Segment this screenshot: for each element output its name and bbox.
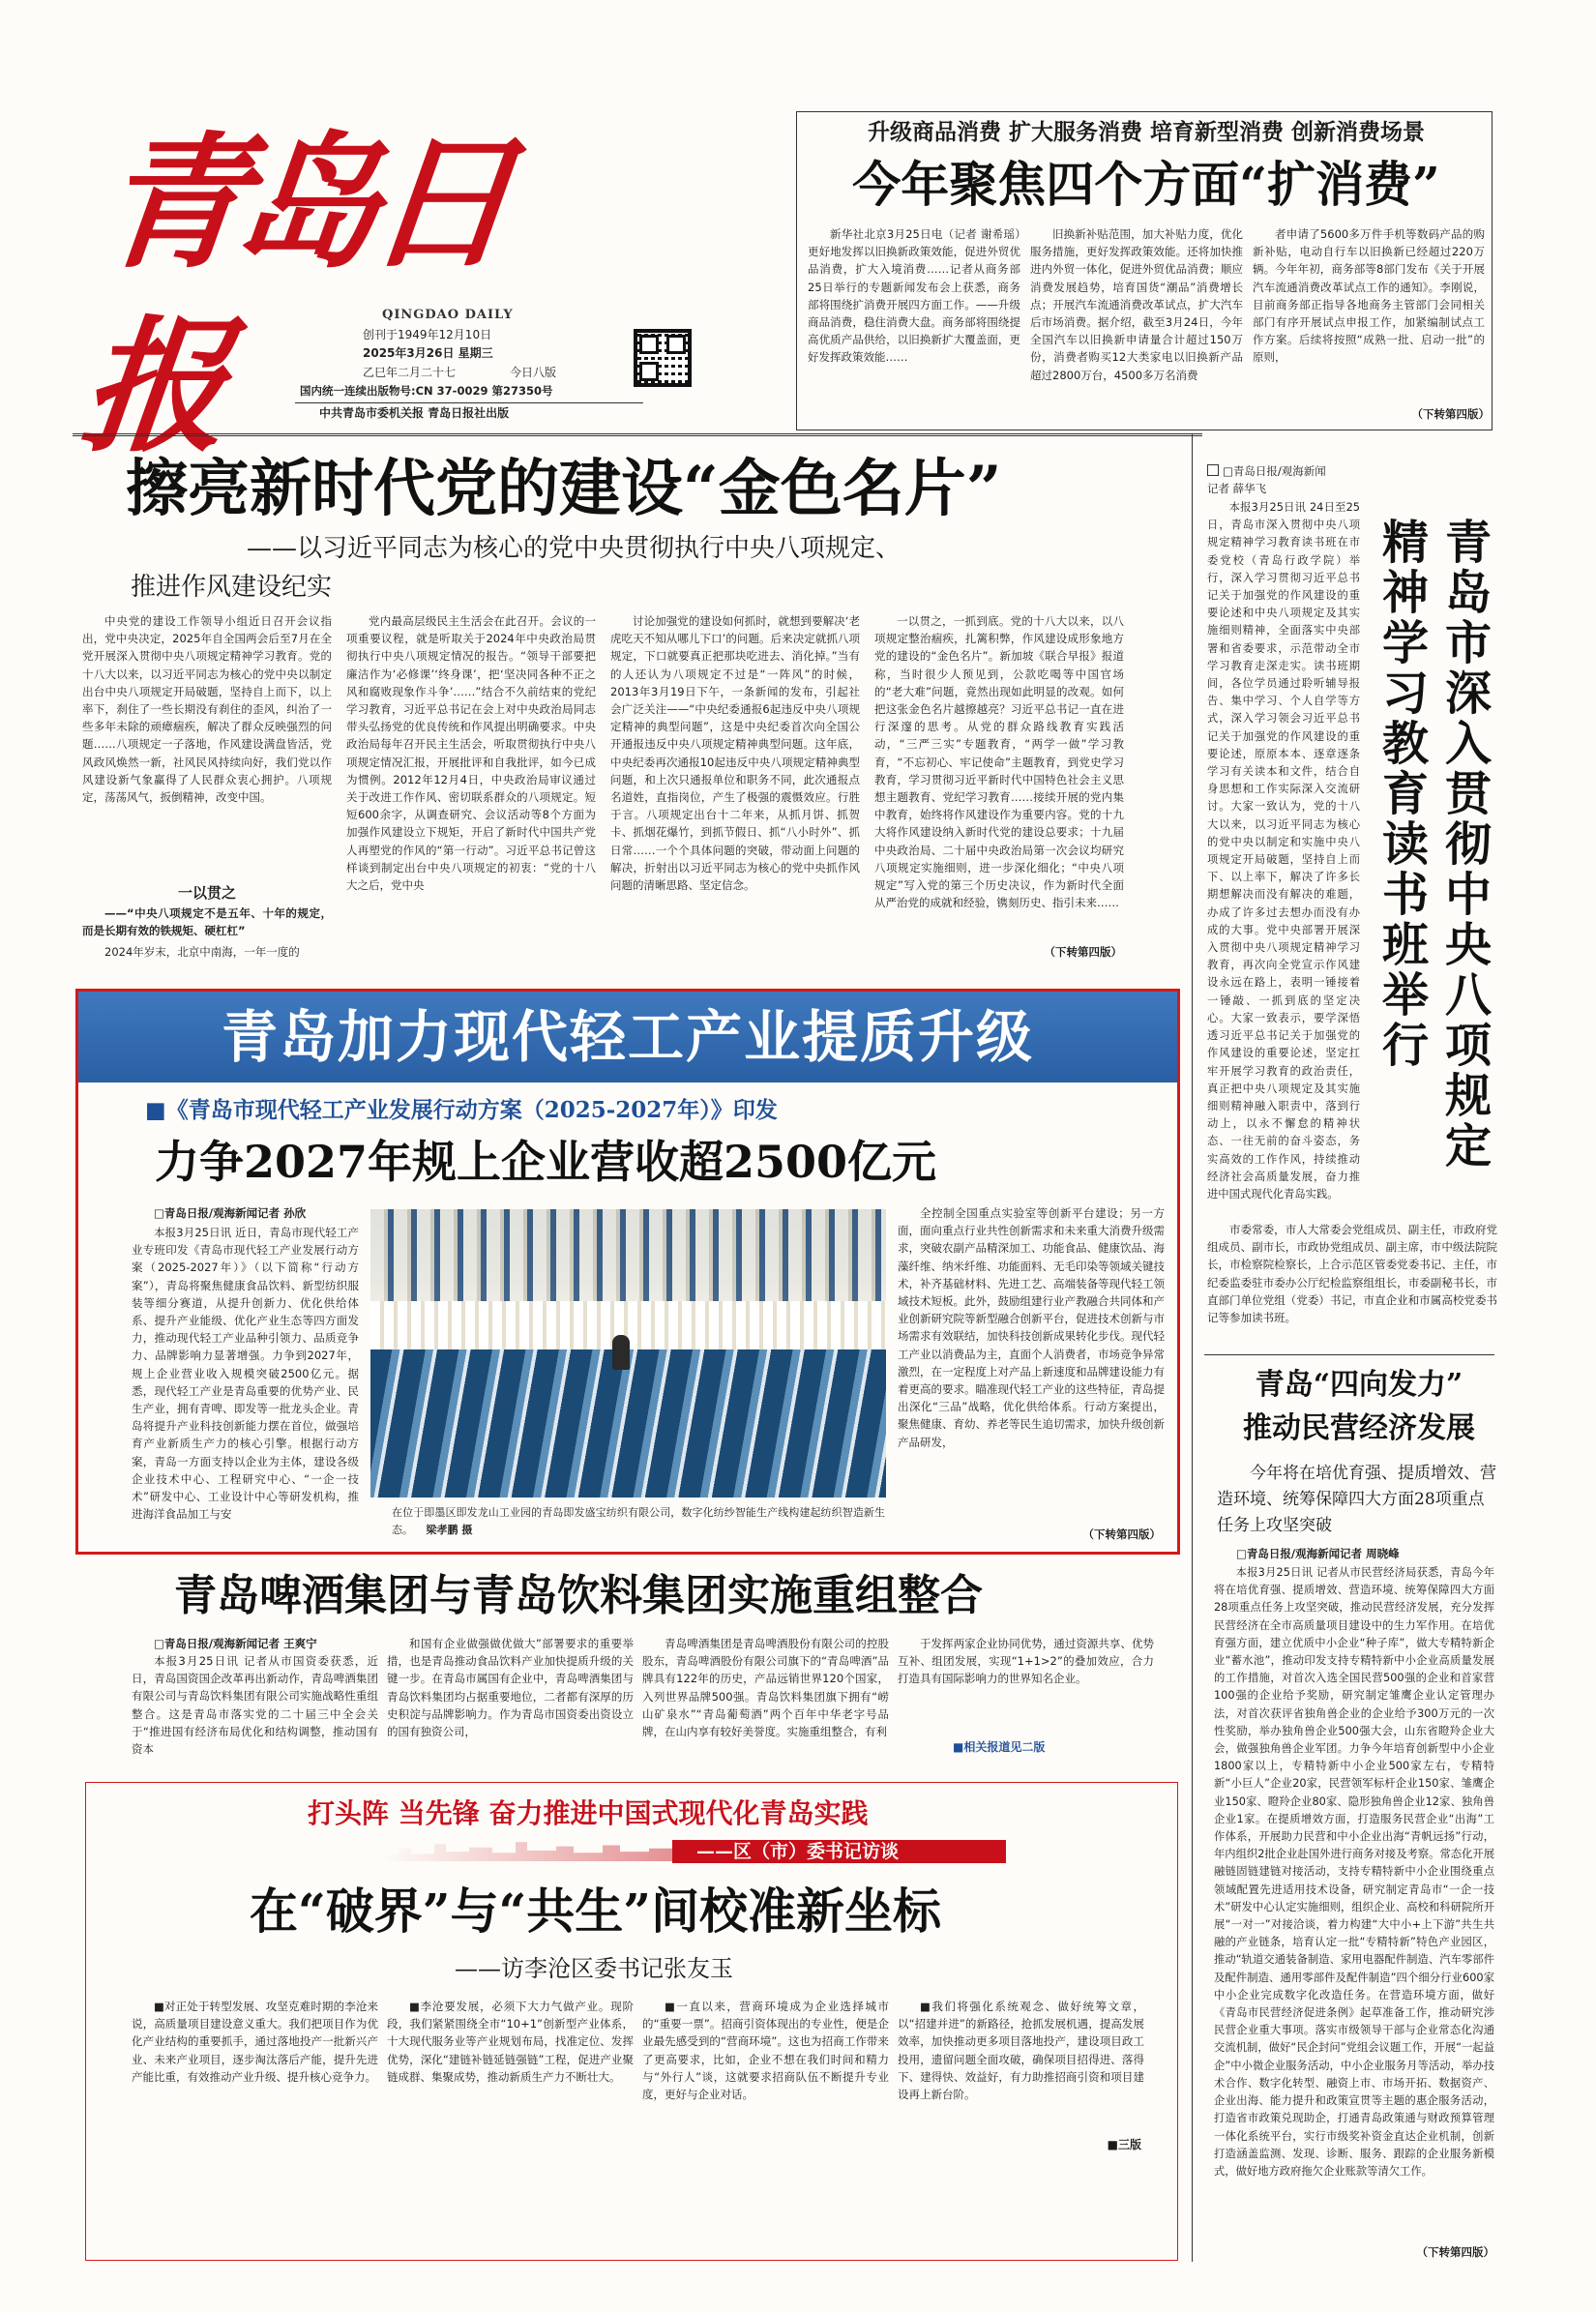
lead-subtitle-1: ——以习近平同志为核心的党中央贯彻执行中央八项规定、: [247, 534, 901, 563]
right-byline-3: □青岛日报/观海新闻记者 周晓峰: [1236, 1547, 1400, 1560]
lead-title: 擦亮新时代党的建设“金色名片”: [126, 453, 1002, 525]
lead-col4: 一以贯之，一抓到底。党的十八大以来，以八项规定整治痼疾，扎篱积弊，作风建设成形象地方党的建设的“金色名片”。新加坡《联合早报》报道称，当时很少人预见到，公款吃喝等中国官场的“老大难”问题，竟然出现如此明显的改观。如何把这张金色名片越擦越亮？习近平总书记一直在进行深邃的思考。从党的群众路线教育实践活动，“三严三实”专题教育，“两学一做”学习教育，“不忘初心、牢记使命”主题教育，到党史学习教育，学习贯彻习近平新时代中国特色社会主义思想主题教育、党纪学习教育……接续开展的党内集中教育，始终将作风建设作为重要内容。党的十九大将作风建设纳入新时代党的建设总要求；十九届中央政治局、二十届中央政治局第一次会议均研究八项规定实施细则，进一步深化细化；“中央八项规定”写入党的第三个历史决议，作为新时代全面从严治党的成就和经验，镌刻历史、指引未来……: [874, 614, 1124, 910]
district-col1: ■对正处于转型发展、攻坚克难时期的李沧来说，高质量项目建设意义重大。我们把项目作为优化产业结构的重要抓手，通过落地投产一批新兴产业、未来产业项目，逐步淘汰落后产能，提升先进产能比重，有效推动产业升级、提升核心竞争力。: [132, 2000, 378, 2084]
feature-col3: 全控制全国重点实验室等创新平台建设；另一方面，面向重点行业共性创新需求和未来重大消费升级需求，突破农副产品精深加工、功能食品、健康饮品、海藻纤维、纳米纤维、功能面料、无毛印染等领域关键技术，补齐基础材料、先进工艺、高端装备等现代轻工领域技术短板。此外，鼓励组建行业产教融合共同体和产业创新研究院等新型融合创新平台，促进技术创新与市场需求有效联结，加快科技创新成果转化步伐。现代轻工产业以消费品为主，直面个人消费者，市场竞争异常激烈，在一定程度上对产品上新速度和品牌建设能力有着更高的要求。瞄准现代轻工产业的这些特征，青岛提出深化“三品”战略，优化供给体系。行动方案提出，聚焦健康、育幼、养老等民生追切需求，加快升级创新产品研发，: [898, 1206, 1165, 1449]
district-subtitle: ——访李沧区委书记张友玉: [455, 1955, 733, 1982]
feature-continued: （下转第四版）: [1082, 1527, 1161, 1541]
feature-byline: □青岛日报/观海新闻记者 孙欣: [154, 1206, 307, 1220]
lead-subtitle-2: 推进作风建设纪实: [131, 573, 333, 602]
district-col3: ■一直以来，营商环境成为企业选择城市的“重要一票”。招商引资体现出的专业性，便是企业最先感受到的“营商环境”。这也为招商工作带来了更高要求，比如，企业不想在我们时间和精力与“外行人”谈，这就要求招商队伍不断提升专业度，更好与企业对话。: [642, 2000, 889, 2102]
beer-col1: 本报3月25日讯 记者从市国资委获悉，近日，青岛国资国企改革再出新动作，青岛啤酒集团有限公司与青岛饮料集团有限公司实施战略性重组整合。这是青岛市落实党的二十届三中全会关于“推进国有经济布局优化和结构调整，推动国有资本: [132, 1654, 378, 1757]
right-col-text2: 市委常委，市人大常委会党组成员、副主任，市政府党组成员、副市长，市政协党组成员、副主席，市中级法院院长，市检察院检察长，上合示范区管委党委书记、主任，市纪委监委驻市委办公厅纪检监察组组长，市委副秘书长，市直部门单位党组（党委）书记，市直企业和市属高校党委书记等参加读书班。: [1207, 1223, 1497, 1325]
beer-col4: 于发挥两家企业协同优势，通过资源共享、优势互补、组团发展，实现“1+1>2”的叠加效应，合力打造具有国际影响力的世界知名企业。: [898, 1637, 1154, 1686]
top-story-continued: （下转第四版）: [1411, 407, 1490, 421]
top-story-col2: 旧换新补贴范围，加大补贴力度，优化服务措施，更好发挥政策效能。还将加快推进内外贸一体化，促进外贸优品消费；顺应消费发展趋势，培育国货“潮品”消费增长点；开展汽车流通消费改革试点，扩大汽车后市场消费。据介绍，截至3月24日，今年全国汽车以旧换新申请量合计超过150万份，消费者购买12大类家电以旧换新产品超过2800万台，4500多万名消费: [1030, 227, 1243, 382]
district-banner: 打头阵 当先锋 奋力推进中国式现代化青岛实践: [308, 1797, 869, 1829]
beer-col3: 青岛啤酒集团是青岛啤酒股份有限公司的控股股东，青岛啤酒股份有限公司旗下的“青岛啤酒”品牌具有122年的历史，产品远销世界120个国家，入列世界品牌500强。青岛饮料集团旗下拥有“崂山矿泉水”“青岛葡萄酒”两个百年中华老字号品牌，在山内享有较好美誉度。实施重组整合，有利: [642, 1637, 889, 1739]
lead-continued: （下转第四版）: [1044, 945, 1122, 959]
feature-kicker: ■《青岛市现代轻工产业发展行动方案（2025-2027年）》印发: [145, 1097, 778, 1123]
district-col2: ■李沧要发展，必须下大力气做产业。现阶段，我们紧紧围绕全市“10+1”创新型产业体系，十大现代服务业等产业规划布局，找准定位、发挥优势，深化“建链补链延链强链”工程，促进产业聚链成群、集聚成势，推动新质生产力不断壮大。: [387, 2000, 634, 2084]
beer-byline: □青岛日报/观海新闻记者 王爽宁: [154, 1637, 317, 1650]
right-continued: （下转第四版）: [1416, 2245, 1494, 2259]
beer-col2: 和国有企业做强做优做大”部署要求的重要举措，也是青岛推动食品饮料产业加快提质升级的关键一步。在青岛市属国有企业中，青岛啤酒集团与青岛饮料集团均占据重要地位，二者都有深厚的历史积淀与品牌影响力。作为青岛市国资委出资设立的国有独资公司，: [387, 1637, 634, 1739]
right-vertical-title-1: 青岛市深入贯彻中央八项规定: [1444, 516, 1492, 1173]
top-story-col3: 者申请了5600多万件手机等数码产品的购新补贴，电动自行车以旧换新已经超过220万辆。今年年初，商务部等8部门发布《关于开展汽车流通消费改革试点工作的通知》。李刚说，目前商务部正指导各地商务主管部门会同相关部门有序开展试点申报工作，加紧编制试点工作方案。后续将按照“成熟一批、启动一批”的原则，: [1253, 227, 1485, 365]
feature-banner: 青岛加力现代轻工产业提质升级: [221, 1004, 1034, 1070]
masthead-founded: 创刊于1949年12月10日: [363, 328, 492, 341]
top-story-kicker: 升级商品消费 扩大服务消费 培育新型消费 创新消费场景: [867, 119, 1426, 145]
district-sub-banner: ——区（市）委书记访谈: [696, 1841, 900, 1862]
lead-section-sub: ——“中央八项规定不是五年、十年的规定，而是长期有效的铁规矩、硬杠杠”: [82, 906, 332, 938]
masthead-pages: 今日八版: [510, 366, 557, 379]
feature-photo-caption: 在位于即墨区即发龙山工业园的青岛即发盛宝纺织有限公司，数字化纺纱智能生产线构建起纺织智造新生态。 梁孝鹏 摄: [392, 1506, 885, 1536]
district-continued: ■三版: [1107, 2138, 1141, 2151]
lead-section-head: 一以贯之: [177, 884, 236, 902]
feature-title: 力争2027年规上企业营收超2500亿元: [155, 1136, 937, 1188]
district-col4: ■我们将强化系统观念、做好统筹文章，以“招建并进”的新路径，抢抓发展机遇，提高发展效率，加快推动更多项目落地投产，建设项目政工投用，遗留问题全面攻破，确保项目招得进、落得下、建得快、效益好，有力助推招商引资和项目建设再上新台阶。: [898, 2000, 1144, 2102]
lead-col1: 中央党的建设工作领导小组近日召开会议指出，党中央决定，2025年自全国两会后至7月在全党开展深入贯彻中央八项规定精神学习教育。党的十八大以来，以习近平同志为核心的党中央以制定出台中央八项规定开局破题，坚持自上而下，以上率下，刹住了一些长期没有刹住的歪风，纠治了一些多年未除的顽瘴痼疾，解决了群众反映强烈的问题……八项规定一子落地，作风建设满盘皆活，党风政风焕然一新，社风民风持续向好，我们党以作风建设新气象赢得了人民群众衷心拥护。八项规定，荡荡风气，扳倒精神，改变中国。: [82, 614, 332, 805]
right-headline-line1: 青岛“四向发力”: [1255, 1368, 1463, 1402]
right-vertical-title-2: 精神学习教育读书班举行: [1381, 516, 1429, 1073]
masthead-logo: 青岛日报: [74, 118, 513, 472]
masthead-english: QINGDAO DAILY: [382, 308, 514, 322]
district-title: 在“破界”与“共生”间校准新坐标: [250, 1883, 942, 1940]
right-deck: 今年将在培优育强、提质增效、营造环境、统筹保障四大方面28项重点任务上攻坚突破: [1217, 1464, 1496, 1535]
beer-title: 青岛啤酒集团与青岛饮料集团实施重组整合: [174, 1571, 983, 1620]
masthead-cn-number: 国内统一连续出版物号:CN 37-0029 第27350号: [300, 384, 553, 398]
masthead-lunar: 乙巳年二月二十七: [363, 366, 457, 379]
top-story-title: 今年聚焦四个方面“扩消费”: [852, 156, 1440, 213]
masthead-publisher: 中共青岛市委机关报 青岛日报社出版: [319, 406, 510, 420]
feature-col1: 本报3月25日讯 近日，青岛市现代轻工产业专班印发《青岛市现代轻工产业发展行动方案（2025-2027年）》（以下简称“行动方案”），青岛将聚焦健康食品饮料、新型纺织服装等细分赛道，从提升创新力、优化供给体系、提升产业能级、优化产业生态等四方面发力，推动现代轻工产业品种引领力、品质竞争力、品牌影响力显著增强。力争到2027年，规上企业营业收入规模突破2500亿元。据悉，现代轻工产业是青岛重要的优势产业、民生产业，拥有青啤、即发等一批龙头企业。青岛将提升产业科技创新能力摆在首位，做强培育产业新质生产力的核心引擎。根据行动方案，青岛一方面支持以企业为主体，建设各级企业技术中心、工程研究中心、“一企一技术”研发中心、工业设计中心等研发机构，推进海洋食品加工与安: [132, 1226, 359, 1522]
right-byline-2: 记者 薛华飞: [1207, 482, 1267, 495]
masthead-date: 2025年3月26日 星期三: [363, 346, 493, 360]
beer-related: ■相关报道见二版: [953, 1740, 1046, 1754]
lead-col1b: 2024年岁末，北京中南海，一年一度的: [104, 945, 300, 959]
right-headline-line2: 推动民营经济发展: [1243, 1411, 1475, 1445]
qr-code-icon: [634, 329, 692, 387]
right-col-text3: 本报3月25日讯 记者从市民营经济局获悉，青岛今年将在培优育强、提质增效、营造环境、统筹保障四大方面28项重点任务上攻坚突破，推动民营经济发展，充分发挥民营经济在全市高质量项目建设中的生力军作用。在培优育强方面，建立优质中小企业“种子库”，做大专精特新企业“蓄水池”，推动印发支持专精特新中小企业高质量发展的工作措施，对首次入选全国民营500强的企业和首家营100强的企业给予奖励，研究制定雏鹰企业认定管理办法，对首次获评省独角兽企业的企业给予300万元的一次性奖励，举办独角兽企业500强大会，山东省瞪羚企业大会，做强独角兽企业军团。力争今年培育创新型中小企业1800家以上，专精特新中小企业500家左右，专精特新“小巨人”企业20家，民营领军标杆企业150家、雏鹰企业150家、瞪羚企业80家、隐形独角兽企业12家、独角兽企业1家。在提质增效方面，打造服务民营企业“出海”工作体系，开展助力民营和中小企业出海“青帆远扬”行动，年内组织2批企业赴国外进行商务对接及考察。常态化开展融链固链建链对接活动，支持专精特新中小企业围绕重点领域配置先进适用技术设备，研究制定青岛市“一企一技术”研发中心认定实施细则，组织企业、高校和科研院所开展“一对一”对接洽谈，着力构建“大中小+上下游”共生共融的产业链条，培育认定一批“专精特新”特色产业园区，推动“轨道交通装备制造、家用电器配件制造、汽车零部件及配件制造、通用零部件及配件制造”四个细分行业600家中小企业完成数字化改造任务。在营造环境方面，做好《青岛市民营经济促进条例》起草准备工作，推动研究涉民营企业重大事项。落实市级领导干部与企业常态化沟通交流机制，做好“民企封问”党组会议题工作，开展“一起益企”中小微企业服务活动，中小企业服务月等活动，举办技术合作、数字化转型、融资上市、市场开拓、数据资产、企业出海、能力提升和政策宣贯等主题的惠企服务活动，打造省市政策兑现助企，打通青岛政策通与财政预算管理一体化系统平台，实行市级奖补资金直达企业机制，创新打造涵盖监测、发现、诊断、服务、跟踪的企业服务新模式，做好地方政府拖欠企业账款等清欠工作。: [1214, 1566, 1494, 2178]
lead-col3: 讨论加强党的建设如何抓时，就想到要解决‘老虎吃天不知从哪儿下口’的问题。后来决定就抓八项规定，下口就要真正把那块吃进去、消化掉。”当有的人还认为八项规定不过是“一阵风”的时候，2013年3月19日下午，一条新闻的发布，引起社会广泛关注——“中央纪委通报6起违反中央八项规定精神的典型问题”，这是中央纪委首次向全国公开通报违反中央八项规定精神典型问题。这年底，中央纪委再次通报10起违反中央八项规定精神典型问题，和上次只通报单位和职务不同，此次通报点名道姓，直指岗位，产生了极强的震慑效应。行胜于言。八项规定出台十二年来，从抓月饼、抓贺卡、抓烟花爆竹，到抓节假日、抓“八小时外”、抓日常……一个个具体问题的突破，带动面上问题的解决，折射出以习近平同志为核心的党中央抓作风问题的清晰思路、坚定信念。: [610, 614, 860, 893]
feature-photo: [370, 1209, 886, 1498]
right-byline-1: □青岛日报/观海新闻: [1207, 462, 1362, 482]
top-story-col1: 新华社北京3月25日电（记者 谢希瑶）更好地发挥以旧换新政策效能，促进外贸优品消费，扩大入境消费……记者从商务部25日举行的专题新闻发布会上获悉，商务部将围绕扩消费开展四方面工作。——升级商品消费，稳住消费大盘。商务部将围绕提高优质产品供给，以旧换新扩大覆盖面，更好发挥政策效能……: [808, 227, 1020, 365]
lead-col2: 党内最高层级民主生活会在此召开。会议的一项重要议程，就是听取关于2024年中央政治局贯彻执行中央八项规定情况的报告。“领导干部要把廉洁作为‘必修课’‘终身课’，把‘坚决同各种不正之风和腐败现象作斗争’……”结合不久前结束的党纪学习教育，习近平总书记在会上对中央政治局同志带头弘扬党的优良传统和作风提出明确要求。中央政治局每年召开民主生活会，听取贯彻执行中央八项规定情况汇报，开展批评和自我批评，如今已成为惯例。2012年12月4日，中央政治局审议通过关于改进工作作风、密切联系群众的八项规定。短短600余字，从调查研究、会议活动等8个方面为加强作风建设立下规矩，开启了新时代中国共产党人再塑党的作风的“第一行动”。习近平总书记曾这样谈到制定出台中央八项规定的初衷：“党的十八大之后，党中央: [346, 614, 596, 893]
right-col-text: 本报3月25日讯 24日至25日，青岛市深入贯彻中央八项规定精神学习教育读书班在市委党校（青岛行政学院）举行，深入学习贯彻习近平总书记关于加强党的作风建设的重要论述和中央八项规定及其实施细则精神，全面落实中央部署和省委要求，示范带动全市学习教育走深走实。读书班期间，各位学员通过聆听辅导报告、集中学习、个人自学等方式，深入学习领会习近平总书记关于加强党的作风建设的重要论述，原原本本、逐章逐条学习有关读本和文件，结合自身思想和工作实际深入交流研讨。大家一致认为，党的十八大以来，以习近平同志为核心的党中央以制定和实施中央八项规定开局破题，坚持自上而下、以上率下，解决了许多长期想解决而没有解决的难题，办成了许多过去想办而没有办成的大事。党中央部署开展深入贯彻中央八项规定精神学习教育，再次向全党宣示作风建设永远在路上，表明一锤接着一锤敲、一抓到底的坚定决心。大家一致表示，要学深悟透习近平总书记关于加强党的作风建设的重要论述，坚定扛牢开展学习教育的政治责任，真正把中央八项规定及其实施细则精神融入职责中，落到行动上，以永不懈怠的精神状态、一往无前的奋斗姿态，务实高效的工作作风，持续推动经济社会高质量发展，奋力推进中国式现代化青岛实践。: [1207, 501, 1360, 1201]
